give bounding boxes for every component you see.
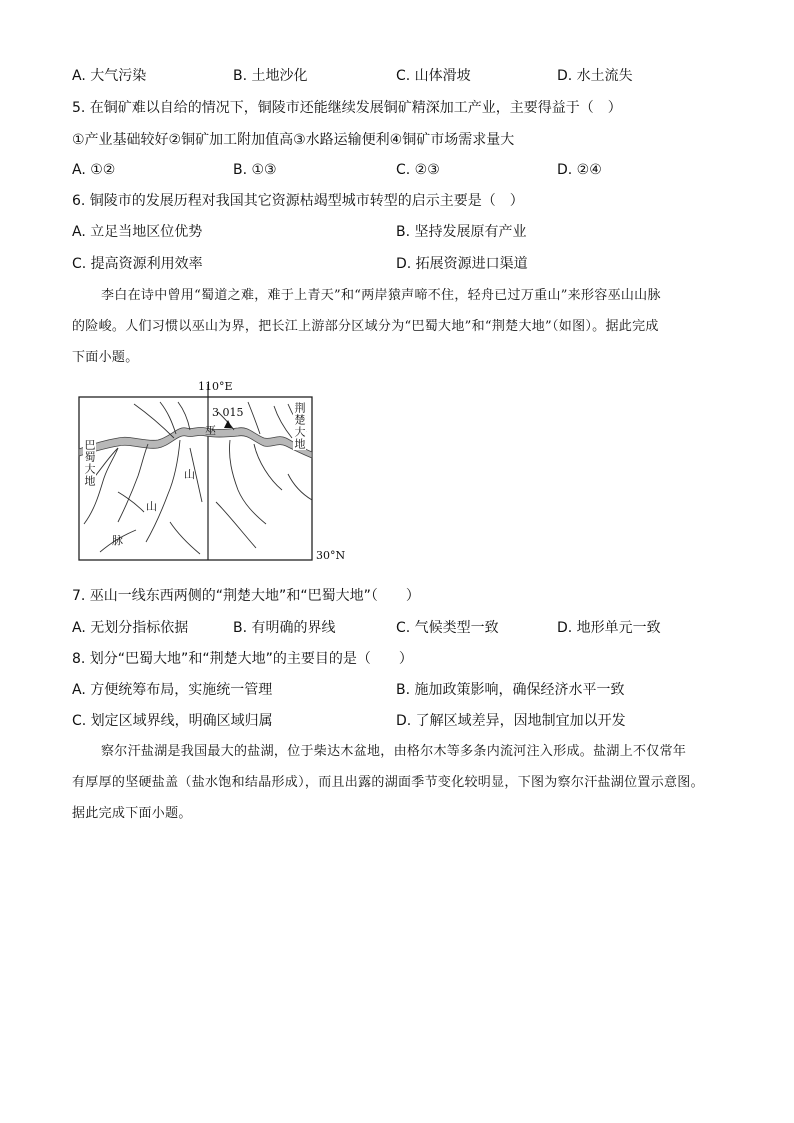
lat-label: 30°N <box>316 549 346 562</box>
q8-option-c: C. 划定区域界线，明确区域归属 <box>72 713 273 729</box>
q5-stem: 5. 在铜矿难以自给的情况下，铜陵市还能继续发展铜矿精深加工产业，主要得益于（ ） <box>72 100 622 116</box>
q8-option-d: D. 了解区域差异，因地制宜加以开发 <box>396 713 626 729</box>
wushan-map <box>78 382 348 562</box>
passage1-line2: 的险峻。人们习惯以巫山为界，把长江上游部分区域分为“巴蜀大地”和“荆楚大地”（如图）。据此完成 <box>72 319 659 334</box>
q6-stem: 6. 铜陵市的发展历程对我国其它资源枯竭型城市转型的启示主要是（ ） <box>72 193 524 209</box>
q8-option-b: B. 施加政策影响，确保经济水平一致 <box>396 682 625 698</box>
q7-option-b: B. 有明确的界线 <box>233 620 336 636</box>
passage1-line3: 下面小题。 <box>72 350 139 365</box>
mai-label: 脉 <box>112 534 123 547</box>
q5-option-c: C. ②③ <box>396 162 440 178</box>
lon-label: 110°E <box>198 380 233 393</box>
q5-option-a: A. ①② <box>72 162 116 178</box>
terrain-lines <box>84 402 312 554</box>
q4-option-b: B. 土地沙化 <box>233 68 308 84</box>
q7-stem: 7. 巫山一线东西两侧的“荆楚大地”和“巴蜀大地”（ ） <box>72 588 420 604</box>
q7-option-a: A. 无划分指标依据 <box>72 620 189 636</box>
q8-stem: 8. 划分“巴蜀大地”和“荆楚大地”的主要目的是（ ） <box>72 651 413 667</box>
peak-marker <box>224 420 232 428</box>
q4-option-c: C. 山体滑坡 <box>396 68 471 84</box>
passage1-line1: 李白在诗中曾用“蜀道之难，难于上青天”和“两岸猿声啼不住，轻舟已过万重山”来形容巫山山脉 <box>101 288 661 303</box>
q5-option-d: D. ②④ <box>557 162 602 178</box>
q6-option-a: A. 立足当地区位优势 <box>72 224 203 240</box>
passage2-line2: 有厚厚的坚硬盐盖（盐水饱和结晶形成），而且出露的湖面季节变化较明显，下图为察尔汗盐湖位置示意图。 <box>72 775 704 790</box>
q6-option-d: D. 拓展资源进口渠道 <box>396 256 528 272</box>
q8-option-a: A. 方便统筹布局，实施统一管理 <box>72 682 273 698</box>
q7-option-d: D. 地形单元一致 <box>557 620 661 636</box>
jingchu-region-label: 荆楚大地 <box>293 402 306 450</box>
q4-option-a: A. 大气污染 <box>72 68 147 84</box>
passage2-line3: 据此完成下面小题。 <box>72 806 192 821</box>
yangtze-river <box>79 427 312 458</box>
wu-label: 巫 <box>205 424 216 437</box>
bashu-region-label: 巴蜀大地 <box>83 439 96 487</box>
q6-option-b: B. 坚持发展原有产业 <box>396 224 527 240</box>
peak-elevation-label: 3 015 <box>212 406 244 419</box>
q5-items: ①产业基础较好②铜矿加工附加值高③水路运输便利④铜矿市场需求量大 <box>72 132 515 148</box>
shan-label: 山 <box>184 468 195 481</box>
q6-option-c: C. 提高资源利用效率 <box>72 256 203 272</box>
q5-option-b: B. ①③ <box>233 162 277 178</box>
q4-option-d: D. 水土流失 <box>557 68 633 84</box>
q7-option-c: C. 气候类型一致 <box>396 620 499 636</box>
passage2-line1: 察尔汗盐湖是我国最大的盐湖，位于柴达木盆地，由格尔木等多条内流河注入形成。盐湖上不仅常年 <box>101 744 687 759</box>
shan2-label: 山 <box>146 500 157 513</box>
